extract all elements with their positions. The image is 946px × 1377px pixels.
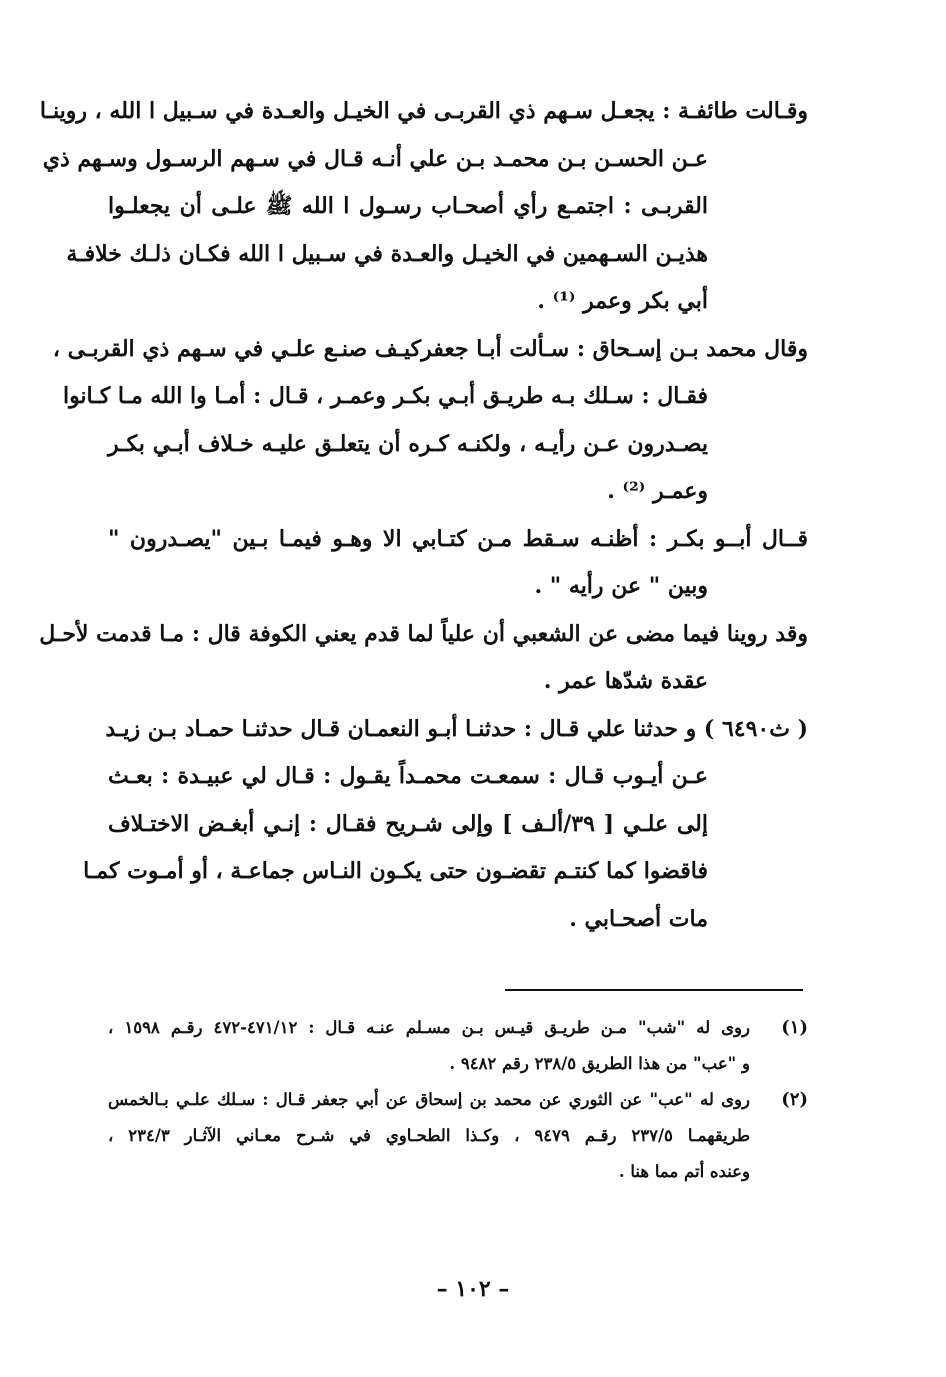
text-line: عـن الحسـن بـن محمـد بـن علي أنـه قـال في سـهم الرسـول وسـهم ذي xyxy=(42,145,708,172)
footnote-line: و "عب" من هذا الطريق ٢٣٨/٥ رقم ٩٤٨٢ . xyxy=(449,1054,750,1073)
text-line: وقد روينا فيما مضى عن الشعبي أن علياً لما قدم يعني الكوفة قال : مـا قدمت لأحـل xyxy=(39,620,808,647)
text-line: ( ث٦٤٩٠ ) و حدثنا علي قـال : حدثنـا أبـو النعمـان قـال حدثنـا حمـاد بـن زيـد xyxy=(105,715,808,742)
footnotes xyxy=(108,1010,808,1190)
paragraph-5 xyxy=(83,706,808,944)
footnote-marker: (٢) xyxy=(781,1089,808,1110)
footnote-1 xyxy=(108,1010,808,1082)
footnote-marker: (١) xyxy=(781,1017,808,1038)
paragraph-4 xyxy=(39,611,808,706)
text-line: قــال أبــو بكـر : أظنـه سـقط مـن كتـابي الا وهـو فيمـا بـين "يصـدرون " xyxy=(108,525,808,552)
page-number: – ١٠٢ – xyxy=(436,1276,510,1302)
text-line: وقـالت طائفـة : يجعـل سـهم ذي القربـى في الخيـل والعـدة في سـبيل ا الله ، روينـا xyxy=(39,98,808,124)
paragraph-2 xyxy=(52,326,808,516)
paragraph-3 xyxy=(108,516,808,611)
body-text xyxy=(39,88,808,943)
text-line: عقدة شدّها عمر . xyxy=(543,668,708,694)
footnote-line: وعنده أتم مما هنا . xyxy=(618,1162,750,1181)
paragraph-1 xyxy=(39,88,808,326)
text-line: القربـى : اجتمـع رأي أصحـاب رسـول ا الله ﷺ علـى أن يجعلـوا xyxy=(108,193,708,219)
text-line: وعمـر ⁽²⁾ . xyxy=(607,478,708,504)
text-line: وبين " عن رأيه " . xyxy=(534,573,708,599)
footnote-line: طريقهمـا ٢٣٧/٥ رقـم ٩٤٧٩ ، وكـذا الطحـاوي في شـرح معـاني الآثـار ٢٣٤/٣ ، xyxy=(108,1126,750,1145)
footnote-2 xyxy=(108,1082,808,1190)
text-line: عـن أيـوب قـال : سمعـت محمـداً يقـول : قـال لي عبيـدة : بعـث xyxy=(108,763,708,789)
text-line: فقـال : سـلك بـه طريـق أبـي بكـر وعمـر ، قـال : أمـا وا الله مـا كـانوا xyxy=(62,383,708,409)
footnote-line: روى له "عب" عن الثوري عن محمد بن إسحاق عن أبي جعفر قـال : سـلك علـي بـالخمس xyxy=(108,1090,750,1109)
text-line: أبي بكر وعمر ⁽¹⁾ . xyxy=(537,288,708,314)
footnote-separator xyxy=(505,989,803,991)
text-line: فاقضوا كما كنتـم تقضـون حتى يكـون النـاس جماعـة ، أو أمـوت كمـا xyxy=(83,858,708,884)
text-line: مات أصحـابي . xyxy=(569,905,708,932)
text-line: إلى علـي [ ٣٩/ألـف ] وإلى شـريح فقـال : إنـي أبغـض الاختـلاف xyxy=(108,810,708,837)
text-line: هذيـن السـهمين في الخيـل والعـدة في سـبيل ا الله فكـان ذلـك خلافـة xyxy=(66,240,708,267)
text-line: وقال محمد بـن إسـحاق : سـألت أبـا جعفركيـف صنـع علـي في سـهم ذي القربـى ، xyxy=(52,335,808,362)
text-line: يصـدرون عـن رأيـه ، ولكنـه كـره أن يتعلـق عليـه خـلاف أبـي بكـر xyxy=(108,430,708,457)
footnote-line: روى له "شب" مـن طريـق قيـس بـن مسـلم عنـه قـال : ٤٧١/١٢-٤٧٢ رقـم ١٥٩٨ ، xyxy=(108,1018,750,1037)
